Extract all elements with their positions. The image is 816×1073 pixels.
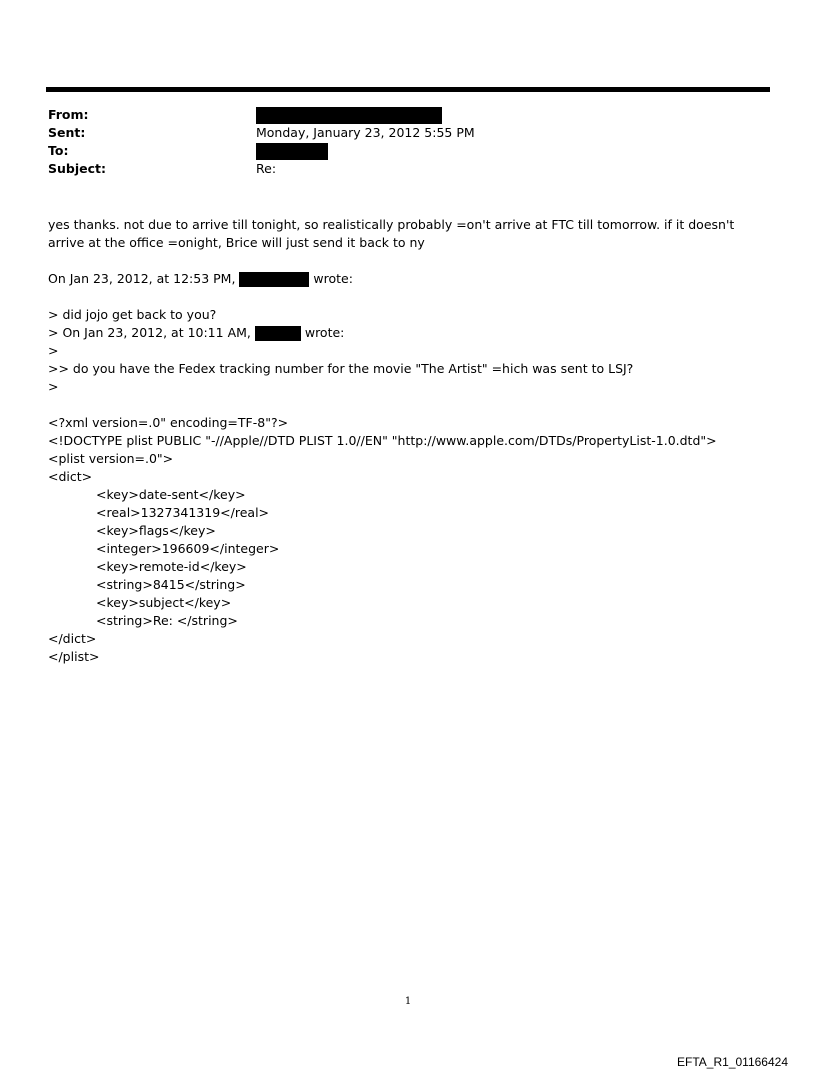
xml-line: <integer>196609</integer> — [96, 541, 280, 556]
xml-line: <?xml version=.0" encoding=TF-8"?> — [48, 415, 289, 430]
quote-line-suffix: wrote: — [304, 325, 345, 340]
quote-line — [48, 324, 768, 342]
quote-intro — [48, 270, 768, 288]
xml-line: <dict> — [48, 469, 93, 484]
spacer — [48, 252, 768, 270]
to-label: To: — [48, 143, 69, 158]
header-rule — [46, 87, 770, 92]
quote-line: > — [48, 379, 59, 394]
quote-line: > — [48, 343, 59, 358]
xml-line: <string>8415</string> — [96, 577, 246, 592]
sent-value: Monday, January 23, 2012 5:55 PM — [256, 125, 475, 140]
xml-line: </plist> — [48, 649, 100, 664]
quote-intro-suffix: wrote: — [313, 271, 353, 286]
quote-intro-prefix: On Jan 23, 2012, at 12:53 PM, — [48, 271, 236, 286]
document-id: EFTA_R1_01166424 — [677, 1055, 788, 1069]
sent-label: Sent: — [48, 125, 86, 140]
redaction-block — [256, 143, 328, 160]
sent-row — [48, 124, 748, 142]
xml-line: </dict> — [48, 631, 97, 646]
xml-line: <key>flags</key> — [96, 523, 216, 538]
quote-line: > did jojo get back to you? — [48, 307, 217, 322]
xml-line: <key>remote-id</key> — [96, 559, 247, 574]
email-header — [48, 106, 748, 178]
spacer — [48, 288, 768, 306]
spacer — [48, 396, 768, 414]
quote-line: >> do you have the Fedex tracking number for the movie "The Artist" =hich was sent to LSJ? — [48, 361, 634, 376]
redaction-block — [239, 272, 309, 287]
subject-label: Subject: — [48, 161, 106, 176]
redaction-block — [256, 107, 442, 124]
quote-line-prefix: > On Jan 23, 2012, at 10:11 AM, — [48, 325, 251, 340]
to-value — [256, 142, 328, 160]
xml-line: <key>subject</key> — [96, 595, 232, 610]
redaction-block — [255, 326, 301, 341]
from-label: From: — [48, 107, 89, 122]
page-number: 1 — [404, 996, 412, 1007]
xml-line: <!DOCTYPE plist PUBLIC "-//Apple//DTD PLIST 1.0//EN" "http://www.apple.com/DTDs/PropertyList-1.0.dtd"> — [48, 433, 717, 448]
email-body — [48, 216, 768, 666]
xml-line: <key>date-sent</key> — [96, 487, 246, 502]
from-row — [48, 106, 748, 124]
subject-row — [48, 160, 748, 178]
from-value — [256, 106, 442, 124]
xml-line: <string>Re: </string> — [96, 613, 238, 628]
body-paragraph: yes thanks. not due to arrive till tonight, so realistically probably =on't arrive at FTC till tomorrow. if it doesn't arrive at the office =onight, Brice will just send it back to ny — [48, 217, 735, 250]
subject-value: Re: — [256, 161, 277, 176]
xml-line: <real>1327341319</real> — [96, 505, 270, 520]
xml-line: <plist version=.0"> — [48, 451, 174, 466]
to-row — [48, 142, 748, 160]
